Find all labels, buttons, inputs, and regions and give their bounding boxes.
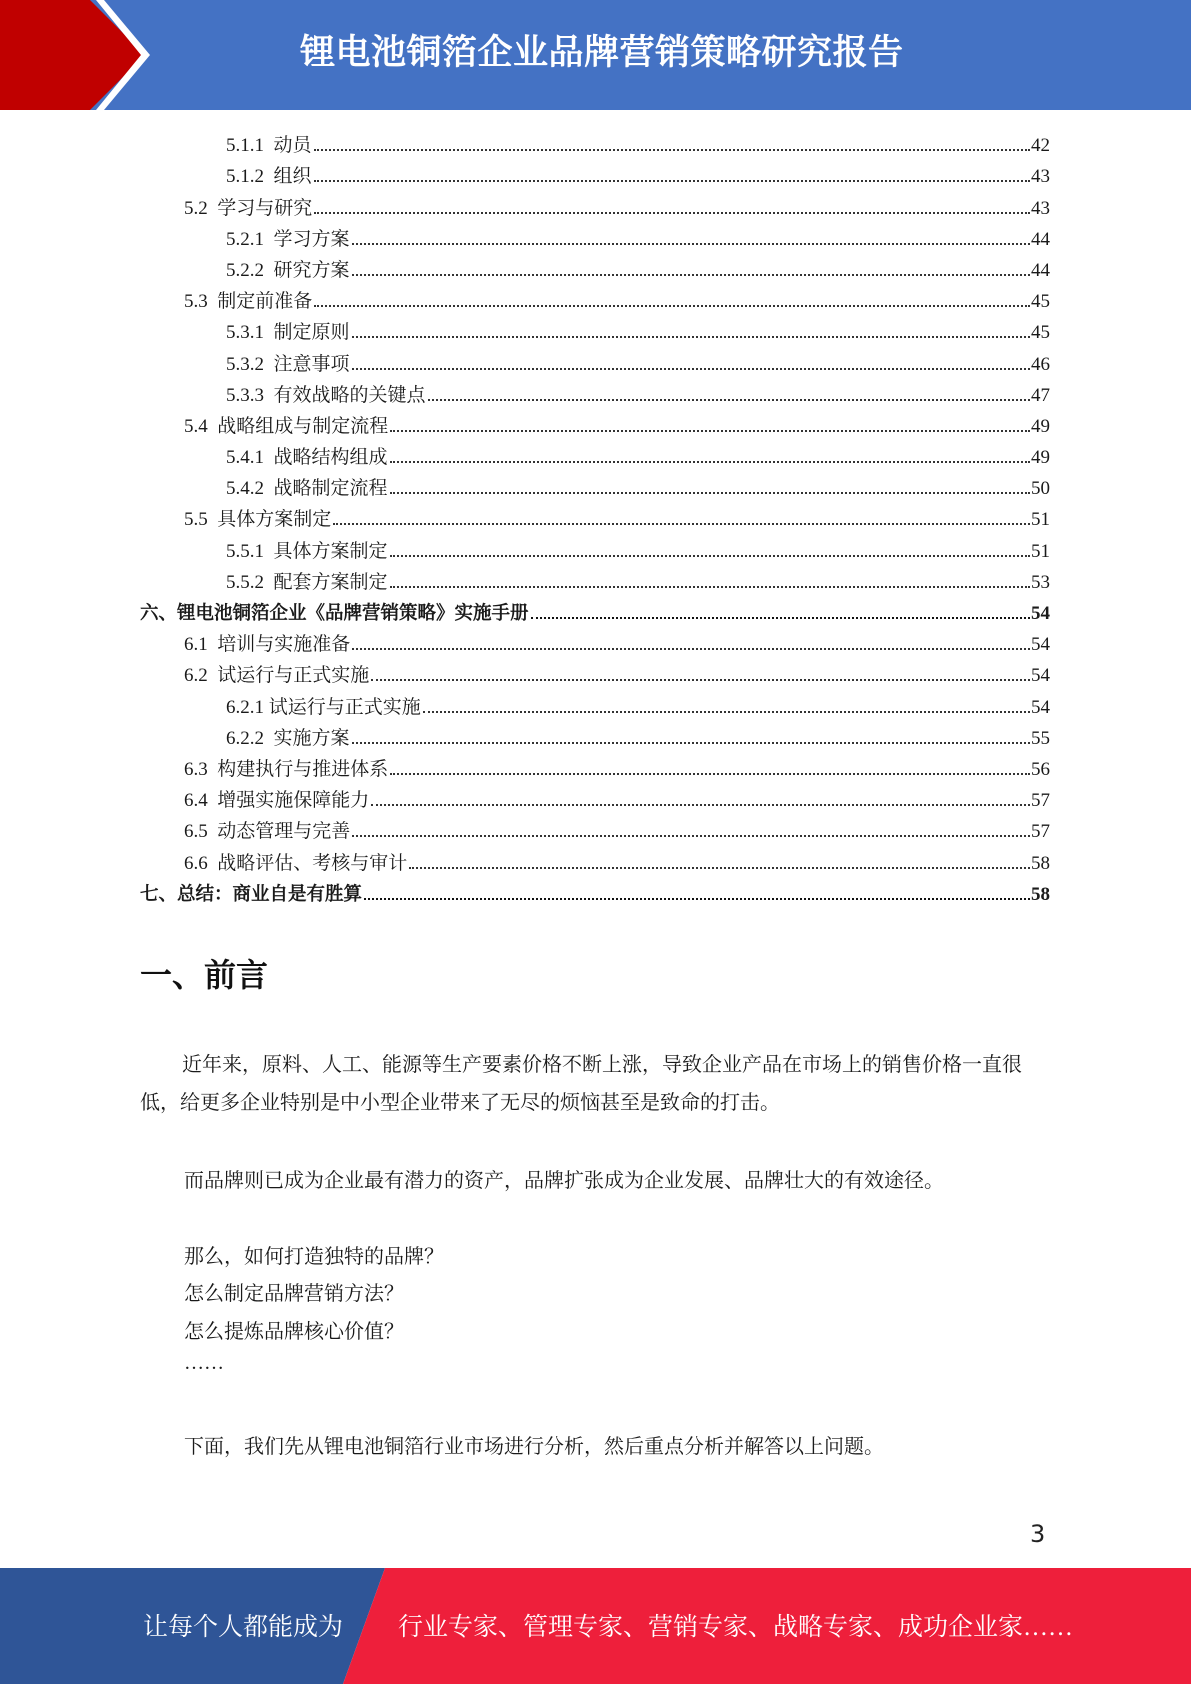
toc-dot-leader xyxy=(409,859,1030,871)
toc-entry[interactable] xyxy=(140,471,1050,502)
section-heading: 一、前言 xyxy=(140,956,269,994)
toc-entry-number: 5.3 xyxy=(184,291,218,313)
toc-entry[interactable] xyxy=(140,845,1050,876)
toc-entry-label: 配套方案制定 xyxy=(273,571,388,593)
toc-entry-label: 战略制定流程 xyxy=(273,478,388,500)
toc-entry[interactable] xyxy=(140,159,1050,190)
toc-entry-number: 5.4.1 xyxy=(226,447,274,469)
toc-entry-page: 54 xyxy=(1031,634,1050,656)
toc-entry-page: 54 xyxy=(1031,603,1050,624)
toc-entry-number: 6.4 xyxy=(184,790,218,812)
toc-dot-leader xyxy=(390,484,1030,496)
toc-entry-label: 动员 xyxy=(273,135,312,157)
toc-entry-page: 58 xyxy=(1031,883,1050,905)
toc-entry[interactable] xyxy=(140,502,1050,533)
toc-entry[interactable] xyxy=(140,128,1050,159)
footer-slogan-right: 行业专家、管理专家、营销专家、战略专家、成功企业家…… xyxy=(398,1614,1074,1641)
toc-entry-page: 44 xyxy=(1031,259,1050,281)
footer-banner xyxy=(0,1568,1191,1684)
toc-dot-leader xyxy=(423,703,1030,715)
toc-entry-page: 43 xyxy=(1031,197,1050,219)
toc-entry-number: 6.5 xyxy=(184,821,218,843)
toc-entry-page: 54 xyxy=(1031,665,1050,687)
toc-entry-number: 5.3.3 xyxy=(226,384,274,406)
toc-dot-leader xyxy=(352,640,1030,652)
toc-dot-leader xyxy=(314,204,1030,216)
toc-dot-leader xyxy=(371,796,1030,808)
toc-dot-leader xyxy=(352,360,1030,372)
toc-dot-leader xyxy=(428,391,1030,403)
toc-entry-page: 46 xyxy=(1031,353,1050,375)
toc-entry[interactable] xyxy=(140,190,1050,221)
toc-entry-label: 培训与实施准备 xyxy=(217,634,351,656)
toc-dot-leader xyxy=(352,235,1030,247)
toc-entry-label: 实施方案 xyxy=(273,727,350,749)
toc-entry[interactable] xyxy=(140,658,1050,689)
toc-entry[interactable] xyxy=(140,315,1050,346)
toc-dot-leader xyxy=(352,734,1030,746)
toc-entry[interactable] xyxy=(140,689,1050,720)
toc-entry-label: 战略结构组成 xyxy=(273,447,388,469)
toc-entry-page: 57 xyxy=(1031,790,1050,812)
toc-dot-leader xyxy=(364,890,1030,902)
toc-entry[interactable] xyxy=(140,284,1050,315)
toc-entry-page: 55 xyxy=(1031,727,1050,749)
ellipsis-line: …… xyxy=(184,1352,224,1374)
page-number: 3 xyxy=(1030,1520,1046,1548)
toc-entry-number: 5.2.1 xyxy=(226,228,274,250)
toc-entry-number: 5.4.2 xyxy=(226,478,274,500)
toc-entry-page: 57 xyxy=(1031,821,1050,843)
question-line-2: 怎么制定品牌营销方法？ xyxy=(184,1283,404,1305)
toc-entry-label: 具体方案制定 xyxy=(273,540,388,562)
toc-dot-leader xyxy=(531,609,1030,621)
toc-entry-number: 5.4 xyxy=(184,415,218,437)
toc-entry-page: 45 xyxy=(1031,291,1050,313)
toc-entry-number: 6.6 xyxy=(184,852,218,874)
toc-entry-page: 56 xyxy=(1031,758,1050,780)
toc-dot-leader xyxy=(314,172,1030,184)
toc-entry-number: 5.1.1 xyxy=(226,135,274,157)
toc-entry-number: 5.2.2 xyxy=(226,259,274,281)
toc-entry-label: 具体方案制定 xyxy=(217,509,332,531)
toc-entry-label: 试运行与正式实施 xyxy=(268,696,421,718)
intro-paragraph xyxy=(140,1046,1055,1122)
toc-dot-leader xyxy=(390,578,1030,590)
toc-entry-number: 6.2.2 xyxy=(226,727,274,749)
toc-entry-label: 学习与研究 xyxy=(217,197,313,219)
footer-slogan-left: 让每个人都能成为 xyxy=(143,1614,344,1641)
toc-dot-leader xyxy=(390,765,1030,777)
toc-entry-label: 七、总结：商业自是有胜算 xyxy=(140,883,363,905)
toc-entry-page: 51 xyxy=(1031,540,1050,562)
toc-entry[interactable] xyxy=(140,378,1050,409)
toc-entry-number: 5.5 xyxy=(184,509,218,531)
toc-entry[interactable] xyxy=(140,533,1050,564)
toc-entry-page: 49 xyxy=(1031,447,1050,469)
toc-entry-number: 6.2.1 xyxy=(226,696,269,718)
toc-entry-label: 学习方案 xyxy=(273,228,350,250)
brand-paragraph: 而品牌则已成为企业最有潜力的资产，品牌扩张成为企业发展、品牌壮大的有效途径。 xyxy=(184,1170,944,1192)
toc-entry[interactable] xyxy=(140,565,1050,596)
toc-entry-label: 试运行与正式实施 xyxy=(217,665,370,687)
toc-entry[interactable] xyxy=(140,752,1050,783)
toc-dot-leader xyxy=(314,141,1030,153)
toc-dot-leader xyxy=(333,515,1030,527)
toc-entry-page: 58 xyxy=(1031,852,1050,874)
toc-entry[interactable] xyxy=(140,783,1050,814)
question-line-1: 那么，如何打造独特的品牌？ xyxy=(184,1246,444,1268)
toc-dot-leader xyxy=(390,453,1030,465)
toc-dot-leader xyxy=(314,297,1030,309)
toc-entry-number: 5.5.2 xyxy=(226,571,274,593)
toc-entry-label: 六、锂电池铜箔企业《品牌营销策略》实施手册 xyxy=(140,603,529,624)
toc-entry-page: 44 xyxy=(1031,228,1050,250)
toc-entry[interactable] xyxy=(140,627,1050,658)
toc-entry[interactable] xyxy=(140,253,1050,284)
toc-entry[interactable] xyxy=(140,596,1050,627)
toc-entry-page: 49 xyxy=(1031,415,1050,437)
toc-entry-page: 51 xyxy=(1031,509,1050,531)
toc-dot-leader xyxy=(390,547,1030,559)
report-title: 锂电池铜箔企业品牌营销策略研究报告 xyxy=(300,33,904,73)
toc-entry-number: 5.1.2 xyxy=(226,166,274,188)
toc-entry-page: 47 xyxy=(1031,384,1050,406)
table-of-contents xyxy=(140,128,1050,908)
toc-entry-number: 6.3 xyxy=(184,758,218,780)
toc-entry-label: 注意事项 xyxy=(273,353,350,375)
toc-entry-number: 5.5.1 xyxy=(226,540,274,562)
toc-entry-label: 组织 xyxy=(273,166,312,188)
toc-entry-label: 研究方案 xyxy=(273,259,350,281)
toc-dot-leader xyxy=(352,328,1030,340)
toc-entry[interactable] xyxy=(140,346,1050,377)
toc-entry-number: 6.2 xyxy=(184,665,218,687)
toc-entry-label: 动态管理与完善 xyxy=(217,821,351,843)
toc-entry-number: 6.1 xyxy=(184,634,218,656)
toc-entry-number: 5.3.2 xyxy=(226,353,274,375)
toc-entry-label: 战略组成与制定流程 xyxy=(217,415,389,437)
toc-entry-label: 构建执行与推进体系 xyxy=(217,758,389,780)
toc-entry[interactable] xyxy=(140,877,1050,908)
toc-entry[interactable] xyxy=(140,814,1050,845)
toc-entry-label: 制定前准备 xyxy=(217,291,313,313)
toc-entry[interactable] xyxy=(140,721,1050,752)
toc-entry-page: 53 xyxy=(1031,571,1050,593)
toc-dot-leader xyxy=(352,266,1030,278)
header-banner xyxy=(0,0,1191,110)
toc-dot-leader xyxy=(352,827,1030,839)
toc-entry-number: 5.2 xyxy=(184,197,218,219)
toc-entry-page: 43 xyxy=(1031,166,1050,188)
toc-entry-number: 5.3.1 xyxy=(226,322,274,344)
closing-paragraph: 下面，我们先从锂电池铜箔行业市场进行分析，然后重点分析并解答以上问题。 xyxy=(184,1436,884,1458)
toc-dot-leader xyxy=(371,671,1030,683)
toc-entry-label: 有效战略的关键点 xyxy=(273,384,426,406)
toc-entry-page: 42 xyxy=(1031,135,1050,157)
red-arrow-decoration xyxy=(0,0,160,110)
toc-entry-label: 增强实施保障能力 xyxy=(217,790,370,812)
toc-entry-label: 制定原则 xyxy=(273,322,350,344)
toc-entry-page: 54 xyxy=(1031,696,1050,718)
toc-entry-page: 45 xyxy=(1031,322,1050,344)
toc-entry[interactable] xyxy=(140,409,1050,440)
question-line-3: 怎么提炼品牌核心价值？ xyxy=(184,1321,404,1343)
intro-paragraph-text: 近年来，原料、人工、能源等生产要素价格不断上涨，导致企业产品在市场上的销售价格一直很低，给更多企业特别是中小型企业带来了无尽的烦恼甚至是致命的打击。 xyxy=(140,1054,1022,1114)
toc-entry[interactable] xyxy=(140,222,1050,253)
toc-entry-label: 战略评估、考核与审计 xyxy=(217,852,408,874)
toc-entry[interactable] xyxy=(140,440,1050,471)
toc-dot-leader xyxy=(390,422,1030,434)
toc-entry-page: 50 xyxy=(1031,478,1050,500)
